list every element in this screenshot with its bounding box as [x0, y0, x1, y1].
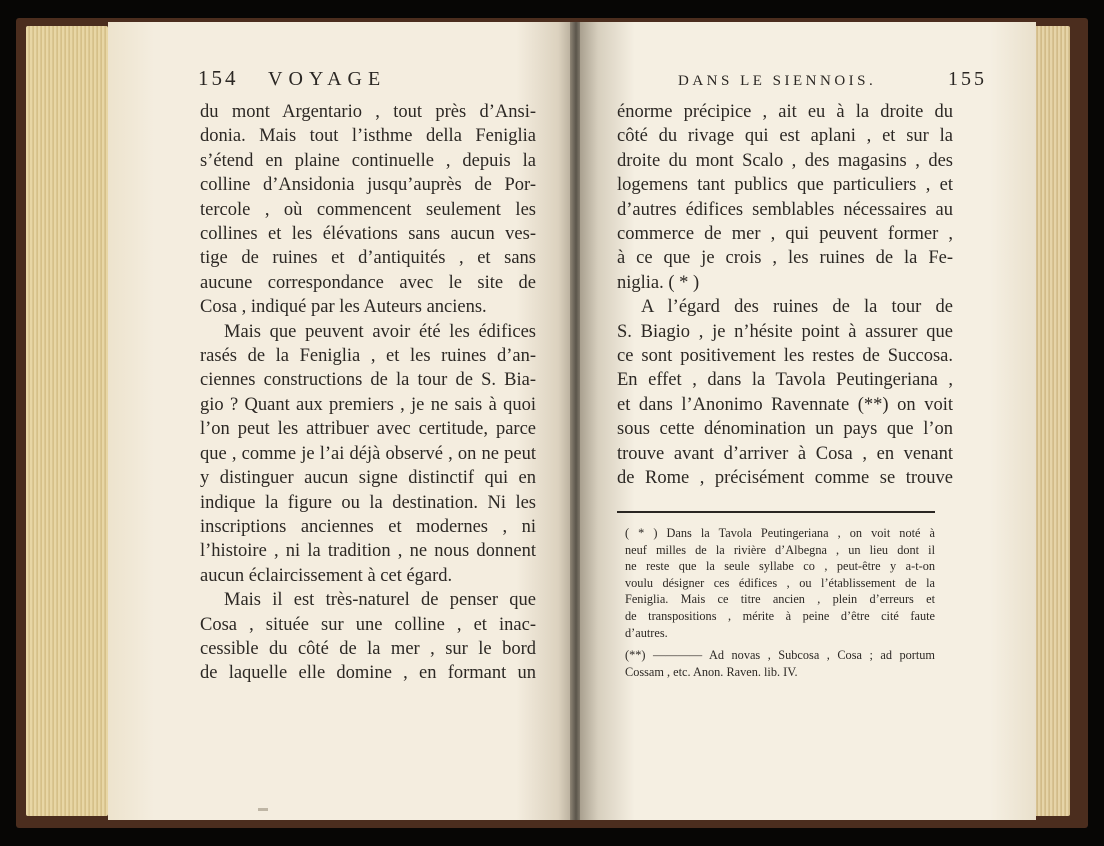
text-line: côté du rivage qui est aplani , et sur la	[617, 126, 953, 147]
text-line: y distinguer aucun signe distinctif qui en	[200, 468, 536, 489]
text-line: logemens tant publics que particuliers , et	[617, 175, 953, 196]
left-page-number: 154	[198, 66, 239, 90]
footnote-line: d’autres.	[625, 625, 668, 640]
text-line: Mais il est très-naturel de penser que	[224, 590, 536, 611]
text-line: Mais que peuvent avoir été les édifices	[224, 321, 536, 342]
text-line: que , comme je l’ai déjà observé , on ne peut	[200, 443, 536, 464]
text-line: sous cette dénomination un pays que l’on	[617, 419, 953, 440]
footnote-line: Cossam , etc. Anon. Raven. lib. IV.	[625, 664, 798, 679]
footnote-line: Feniglia. Mais ce titre ancien , plein d’erreurs et	[625, 592, 935, 607]
text-line: à ce que je crois , les ruines de la Fe-	[617, 248, 953, 269]
text-line: A l’égard des ruines de la tour de	[641, 297, 953, 318]
text-line: En effet , dans la Tavola Peutingeriana ,	[617, 370, 953, 391]
text-line: l’on peut les attribuer avec certitude, parce	[200, 419, 536, 440]
right-page-edges	[1034, 26, 1070, 816]
right-page	[580, 22, 1036, 820]
footnote-line: neuf milles de la rivière d’Albegna , un lieu dont il	[625, 542, 935, 557]
text-line: donia. Mais tout l’isthme della Feniglia	[200, 126, 536, 147]
left-page	[108, 22, 572, 820]
text-line: trouve avant d’arriver à Cosa , en venant	[617, 443, 953, 464]
text-line: gio ? Quant aux premiers , je ne sais à quoi	[200, 394, 536, 415]
footnote-line: ( * ) Dans la Tavola Peutingeriana , on voit noté à	[625, 526, 935, 540]
text-line: commerce de mer , qui peuvent former ,	[617, 224, 953, 245]
right-running-head	[678, 66, 1018, 96]
text-line: de laquelle elle domine , en formant un	[200, 663, 536, 684]
text-line: ciennes constructions de la tour de S. Bia-	[200, 370, 536, 391]
text-line: cessible du côté de la mer , sur le bord	[200, 638, 536, 659]
left-running-title: VOYAGE	[268, 68, 387, 90]
text-line: aucun éclaircissement à cet égard.	[200, 565, 453, 586]
text-line: et dans l’Anonimo Ravennate (**) on voit	[617, 394, 953, 415]
text-line: inscriptions anciennes et modernes , ni	[200, 516, 536, 537]
footnote-line: ne reste que la seule syllabe co , peut-être y a-t-on	[625, 559, 935, 574]
text-line: d’autres édifices semblables nécessaires au	[617, 199, 953, 220]
text-line: s’étend en plaine continuelle , depuis la	[200, 150, 536, 171]
right-running-title: DANS LE SIENNOIS.	[678, 73, 877, 89]
footnote-2	[617, 647, 935, 680]
left-page-text	[200, 100, 536, 686]
page-speck	[258, 808, 268, 811]
text-line: énorme précipice , ait eu à la droite du	[617, 102, 953, 122]
text-line: tercole , où commencent seulement les	[200, 199, 536, 220]
left-page-edges	[26, 26, 108, 816]
footnote-line: voulu désigner ces édifices , ou l’établissement de la	[625, 575, 935, 590]
text-line: tige de ruines et d’antiquités , et sans	[200, 248, 536, 269]
footnote-rule	[617, 511, 935, 513]
text-line: S. Biagio , je n’hésite point à assurer que	[617, 321, 953, 342]
text-line: niglia. ( * )	[617, 272, 700, 293]
text-line: rasés de la Feniglia , et les ruines d’an-	[200, 346, 536, 367]
footnote-line: de transpositions , mérite à peine d’être cité faute	[625, 608, 935, 623]
text-line: ce sont positivement les restes de Succosa.	[617, 346, 953, 367]
footnote-1	[617, 525, 935, 641]
footnotes	[617, 525, 935, 686]
text-line: collines et les élévations sans aucun ves-	[200, 224, 536, 245]
text-line: droite du mont Scalo , des magasins , des	[617, 150, 953, 171]
text-line: l’histoire , ni la tradition , ne nous donnent	[200, 541, 536, 562]
right-page-number: 155	[948, 68, 987, 90]
text-line: Cosa , située sur une colline , et inac-	[200, 614, 536, 635]
text-line: Cosa , indiqué par les Auteurs anciens.	[200, 297, 487, 318]
right-page-text	[617, 100, 953, 491]
text-line: de Rome , précisément comme se trouve	[617, 468, 953, 489]
text-line: colline d’Ansidonia jusqu’auprès de Por-	[200, 175, 536, 196]
text-line: du mont Argentario , tout près d’Ansi-	[200, 102, 536, 122]
left-running-head	[198, 66, 538, 96]
text-line: aucune correspondance avec le site de	[200, 272, 536, 293]
text-line: indique la figure ou la destination. Ni les	[200, 492, 536, 513]
footnote-line: (**) ———— Ad novas , Subcosa , Cosa ; ad portum	[625, 648, 935, 663]
